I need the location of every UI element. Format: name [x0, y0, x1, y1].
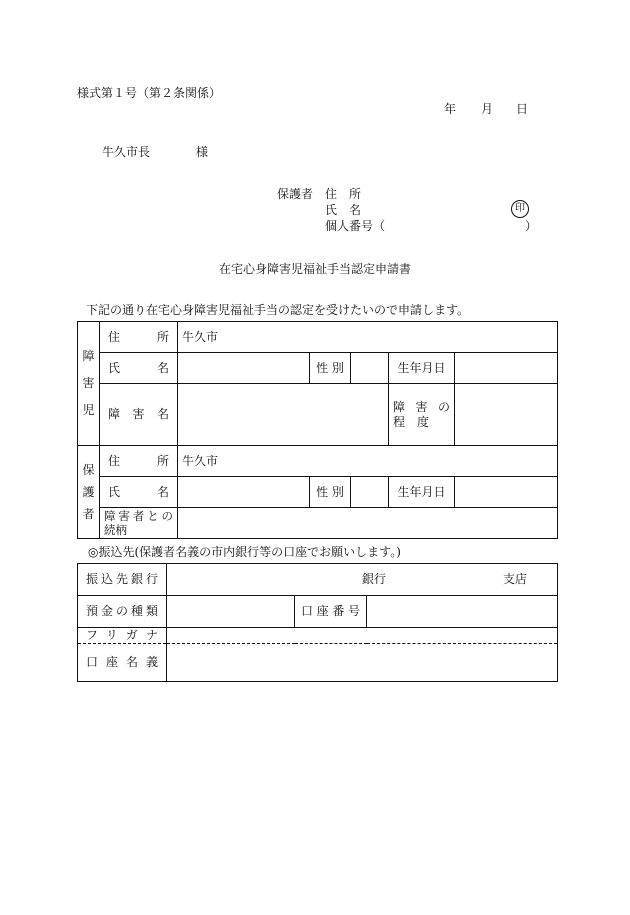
- date-month-label: 月: [481, 102, 494, 116]
- applicant-info-table: [77, 321, 558, 539]
- honorific: 様: [196, 145, 209, 159]
- child-disability-degree-label: 障 害 の 程 度: [389, 384, 455, 446]
- guardian-relation-label: 障害者との 続柄: [100, 508, 178, 539]
- guardian-sex-field[interactable]: [351, 477, 389, 508]
- furigana-field[interactable]: [167, 628, 558, 644]
- seal-mark: 印: [511, 200, 529, 218]
- applicant-address-label: 住 所: [325, 187, 362, 201]
- applicant-id-number-label: 個人番号（: [325, 219, 386, 233]
- child-sex-label: 性 別: [310, 353, 351, 384]
- child-disability-name-field[interactable]: [178, 384, 389, 446]
- guardian-relation-field[interactable]: [178, 508, 558, 539]
- child-disability-degree-field[interactable]: [455, 384, 558, 446]
- form-number: 様式第１号（第２条関係）: [77, 86, 222, 100]
- child-group-label: 障 害 児: [78, 322, 100, 446]
- child-name-label: 氏名: [100, 353, 178, 384]
- child-sex-field[interactable]: [351, 353, 389, 384]
- bank-field[interactable]: [167, 564, 558, 596]
- date-day-label: 日: [516, 102, 529, 116]
- guardian-group-label: 保 護 者: [78, 446, 100, 539]
- guardian-address-label: 住所: [100, 446, 178, 477]
- account-holder-label: 口座名義: [78, 644, 167, 682]
- applicant-id-number-close: ）: [525, 219, 538, 233]
- guardian-sex-label: 性 別: [310, 477, 351, 508]
- guardian-name-label: 氏名: [100, 477, 178, 508]
- child-disability-name-label: 障害名: [100, 384, 178, 446]
- account-holder-field[interactable]: [167, 644, 558, 682]
- deposit-type-field[interactable]: [167, 596, 295, 628]
- bank-label: 振込先銀行: [78, 564, 167, 596]
- date-year-label: 年: [444, 102, 457, 116]
- guardian-birth-label: 生年月日: [389, 477, 455, 508]
- child-address-field[interactable]: 牛久市: [178, 322, 558, 353]
- account-number-label: 口座番号: [295, 596, 367, 628]
- furigana-label: フリガナ: [78, 628, 167, 644]
- child-name-field[interactable]: [178, 353, 310, 384]
- bank-suffix: 銀行: [362, 572, 387, 586]
- document-title: 在宅心身障害児福祉手当認定申請書: [218, 262, 411, 276]
- remittance-note: ◎振込先(保護者名義の市内銀行等の口座でお願いします。): [88, 545, 401, 559]
- account-number-field[interactable]: [367, 596, 558, 628]
- child-birth-field[interactable]: [455, 353, 558, 384]
- addressee: 牛久市長: [102, 145, 151, 159]
- child-address-label: 住所: [100, 322, 178, 353]
- deposit-type-label: 預金の種類: [78, 596, 167, 628]
- guardian-name-field[interactable]: [178, 477, 310, 508]
- applicant-caption: 保護者: [277, 187, 314, 201]
- applicant-name-label: 氏 名: [325, 203, 362, 217]
- child-birth-label: 生年月日: [389, 353, 455, 384]
- guardian-address-field[interactable]: 牛久市: [178, 446, 558, 477]
- branch-suffix: 支店: [503, 572, 528, 586]
- intro-text: 下記の通り在宅心身障害児福祉手当の認定を受けたいので申請します。: [86, 303, 470, 317]
- guardian-birth-field[interactable]: [455, 477, 558, 508]
- remittance-table: [77, 563, 558, 682]
